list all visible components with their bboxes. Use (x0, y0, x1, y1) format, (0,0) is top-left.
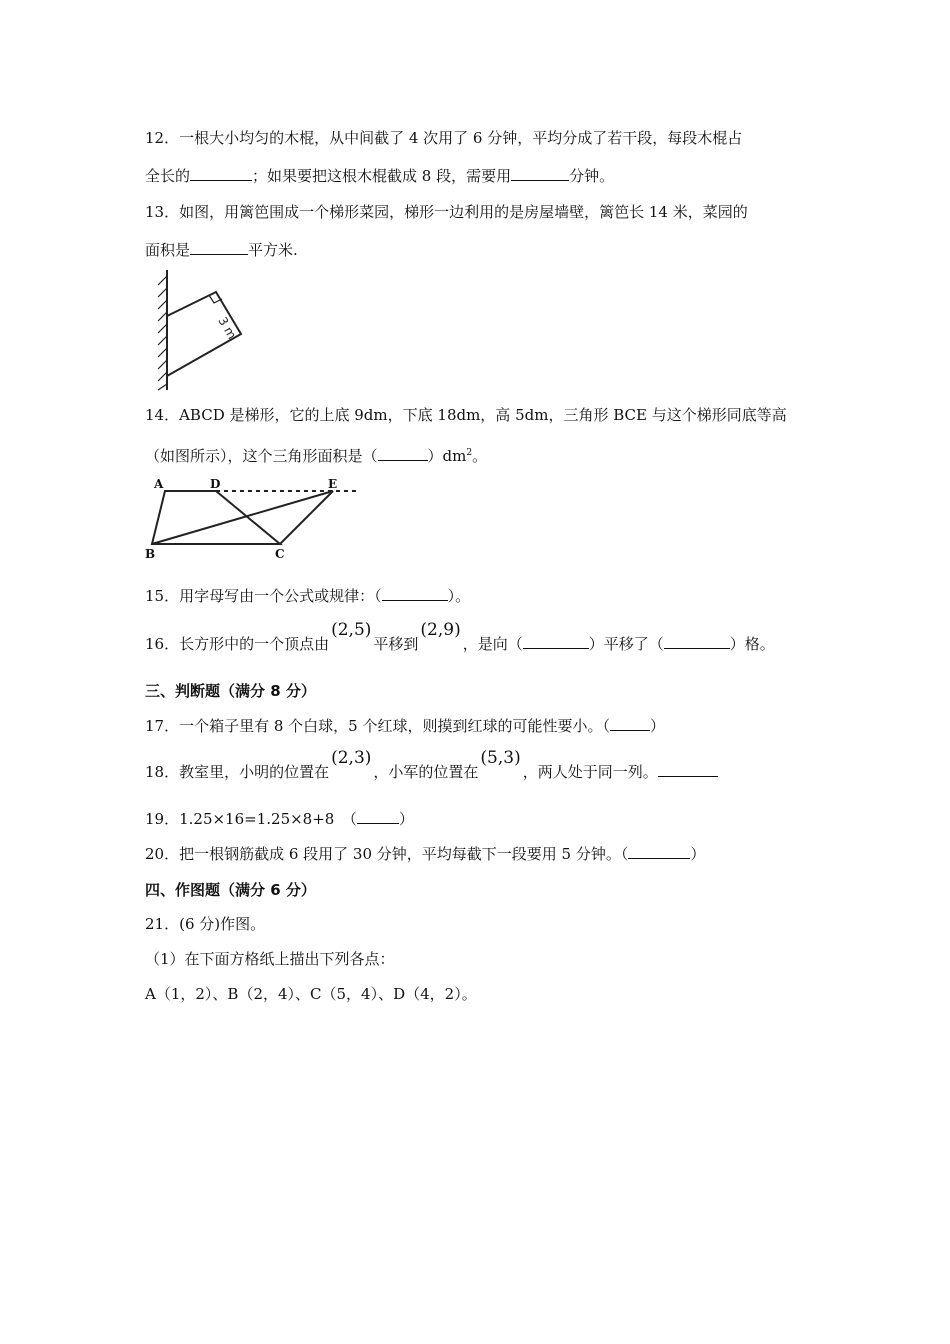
q19-line (145, 809, 414, 829)
q13-line1 (145, 202, 748, 222)
q14-blank[interactable] (378, 446, 428, 461)
q18-text-a: 18．教室里，小明的位置在 (145, 763, 330, 781)
q12-blank2[interactable] (511, 166, 569, 181)
q15-blank[interactable] (382, 586, 448, 601)
q12-line1 (145, 128, 742, 148)
q12-text2a: 全长的 (145, 167, 191, 185)
q19-text-b: ） (398, 810, 414, 828)
q14-text2c: 。 (472, 447, 488, 465)
q18-text-c: ，两人处于同一列。 (522, 763, 658, 781)
q15-text-a: 15．用字母写由一个公式或规律：（ (145, 587, 382, 605)
q18-line (145, 748, 718, 782)
q16-text-d: ）平移了（ (588, 635, 664, 653)
q20-blank[interactable] (628, 844, 690, 859)
q14-text2b: ）dm (427, 447, 467, 465)
q12-blank1[interactable] (190, 166, 252, 181)
q18-blank[interactable] (658, 762, 718, 777)
q14-text1: 14．ABCD 是梯形，它的上底 9dm，下底 18dm，高 5dm，三角形 BCE 与这个梯形同底等高 (145, 406, 787, 424)
q17-line (145, 716, 665, 736)
q13-blank[interactable] (190, 240, 248, 255)
q16-blank2[interactable] (664, 634, 730, 649)
q16-text-e: ）格。 (729, 635, 775, 653)
q13-garden-figure (145, 266, 255, 392)
q16-coord2: (2,9) (420, 620, 461, 640)
q18-coord2: (5,3) (480, 748, 521, 768)
q16-blank1[interactable] (523, 634, 589, 649)
fig-height-label: 3 m (215, 314, 240, 342)
q13-text2b: 平方米. (248, 241, 298, 259)
q12-line2 (145, 166, 614, 186)
section3-heading: 三、判断题（满分 8 分） (145, 682, 316, 700)
q14-superscript: 2 (466, 448, 473, 458)
q16-text-b: 平移到 (373, 635, 419, 653)
q17-text-a: 17．一个箱子里有 8 个白球，5 个红球，则摸到红球的可能性要小。（ (145, 717, 610, 735)
q12-text2c: 分钟。 (569, 167, 615, 185)
label-d: D (210, 477, 221, 491)
q17-blank[interactable] (610, 716, 650, 731)
q13-text1: 13．如图，用篱笆围成一个梯形菜园，梯形一边利用的是房屋墙壁，篱笆长 14 米，菜园的 (145, 203, 748, 221)
q14-line1 (145, 405, 787, 425)
trapezoid-abcd (152, 491, 280, 544)
q16-text-a: 16．长方形中的一个顶点由 (145, 635, 330, 653)
q17-text-b: ） (649, 717, 665, 735)
q13-text2a: 面积是 (145, 241, 191, 259)
q13-line2 (145, 240, 298, 260)
q20-line (145, 844, 705, 864)
q21-sub1: （1）在下面方格纸上描出下列各点： (145, 950, 395, 968)
section4-heading: 四、作图题（满分 6 分） (145, 881, 316, 899)
q19-text-a: 19．1.25×16=1.25×8+8 （ (145, 810, 357, 828)
q15-text-b: ）。 (447, 587, 471, 605)
q14-line2 (145, 443, 487, 466)
q21-title: 21．(6 分)作图。 (145, 915, 266, 933)
q15-line (145, 586, 470, 606)
q19-blank[interactable] (357, 809, 399, 824)
q14-trapezoid-figure (140, 474, 370, 560)
label-e: E (328, 477, 338, 491)
q21-points: A（1，2）、B（2，4）、C（5，4）、D（4，2）。 (145, 985, 477, 1003)
label-c: C (275, 547, 285, 560)
label-a: A (154, 477, 164, 491)
q16-text-c: ，是向（ (462, 635, 523, 653)
q20-text-a: 20．把一根钢筋截成 6 段用了 30 分钟，平均每截下一段要用 5 分钟。（ (145, 845, 629, 863)
label-b: B (145, 547, 156, 560)
q12-text2b: ；如果要把这根木棍截成 8 段，需要用 (252, 167, 512, 185)
q14-text2a: （如图所示），这个三角形面积是（ (145, 447, 378, 465)
q16-line (145, 620, 775, 654)
q18-text-b: ，小军的位置在 (373, 763, 479, 781)
q12-text1: 12．一根大小均匀的木棍，从中间截了 4 次用了 6 分钟，平均分成了若干段，每段木棍占 (145, 129, 743, 147)
wall-hatching (158, 276, 167, 390)
q20-text-b: ） (690, 845, 706, 863)
q18-coord1: (2,3) (331, 748, 372, 768)
q16-coord1: (2,5) (331, 620, 372, 640)
